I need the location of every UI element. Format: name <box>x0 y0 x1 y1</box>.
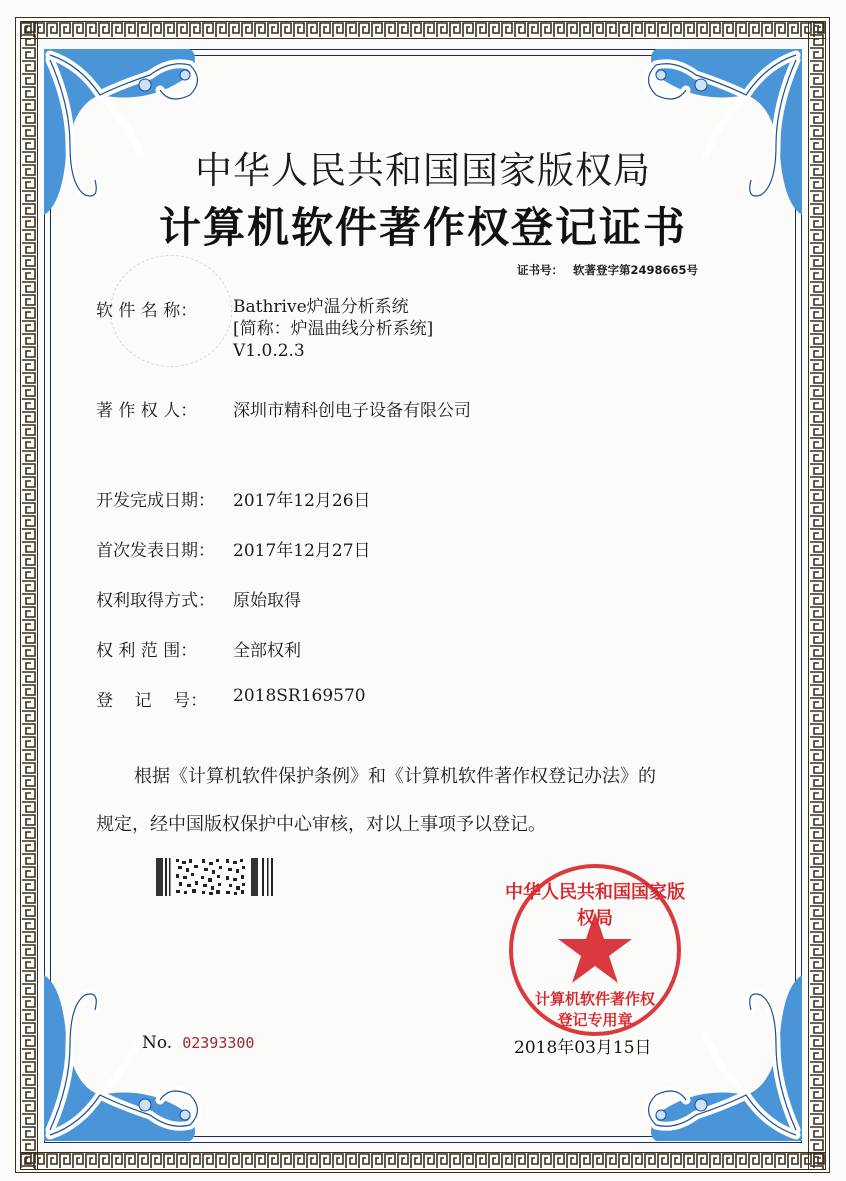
software-name-line: Bathrive炉温分析系统 <box>233 297 409 317</box>
meander-border-top <box>20 21 826 39</box>
field-label: 开发完成日期： <box>96 491 215 511</box>
field-label: 登 记 号： <box>96 691 208 711</box>
field-development-date <box>96 486 371 511</box>
field-value: 深圳市精科创电子设备有限公司 <box>233 401 471 421</box>
corner-ornament-bottom-left <box>40 965 240 1145</box>
field-label: 软 件 名 称： <box>96 301 198 321</box>
statement-line-2: 规定，经中国版权保护中心审核，对以上事项予以登记。 <box>96 814 546 835</box>
seal-inner-text-1: 计算机软件著作权 <box>534 990 655 1008</box>
field-label: 权 利 范 围： <box>96 641 198 661</box>
field-copyright-owner <box>96 396 471 421</box>
serial-number-value: 02393300 <box>182 1034 255 1052</box>
field-value: 2017年12月26日 <box>233 491 371 511</box>
field-first-publication-date <box>96 536 371 561</box>
meander-border-bottom <box>20 1152 826 1170</box>
statement-line-1: 根据《计算机软件保护条例》和《计算机软件著作权登记办法》的 <box>134 766 656 787</box>
issue-date: 2018年03月15日 <box>514 1038 652 1058</box>
field-label: 权利取得方式： <box>96 591 215 611</box>
serial-number <box>142 1033 254 1053</box>
software-version-line: V1.0.2.3 <box>233 341 305 361</box>
field-value <box>233 296 433 362</box>
certificate-number <box>517 262 698 278</box>
field-rights-acquisition <box>96 586 301 611</box>
field-software-name <box>96 296 433 362</box>
serial-number-label: No. <box>142 1033 173 1053</box>
certificate-number-label: 证书号： <box>517 263 563 277</box>
field-label: 著 作 权 人： <box>96 401 198 421</box>
issuer-title: 中华人民共和国国家版权局 <box>195 149 651 192</box>
seal-inner-text-2: 登记专用章 <box>557 1011 633 1029</box>
field-value: 全部权利 <box>233 641 301 661</box>
certificate-number-value: 软著登字第2498665号 <box>573 263 699 277</box>
field-registration-number <box>96 686 366 711</box>
barcode-icon <box>156 856 280 898</box>
certificate-title: 计算机软件著作权登记证书 <box>158 203 687 252</box>
field-value: 2017年12月27日 <box>233 541 371 561</box>
field-label: 首次发表日期： <box>96 541 215 561</box>
field-rights-scope <box>96 636 301 661</box>
seal-outer-text: 中华人民共和国国家版权局 <box>505 882 685 929</box>
software-short-name-line: [简称：炉温曲线分析系统] <box>233 319 434 339</box>
field-value: 原始取得 <box>233 591 301 611</box>
field-value: 2018SR169570 <box>233 686 366 706</box>
